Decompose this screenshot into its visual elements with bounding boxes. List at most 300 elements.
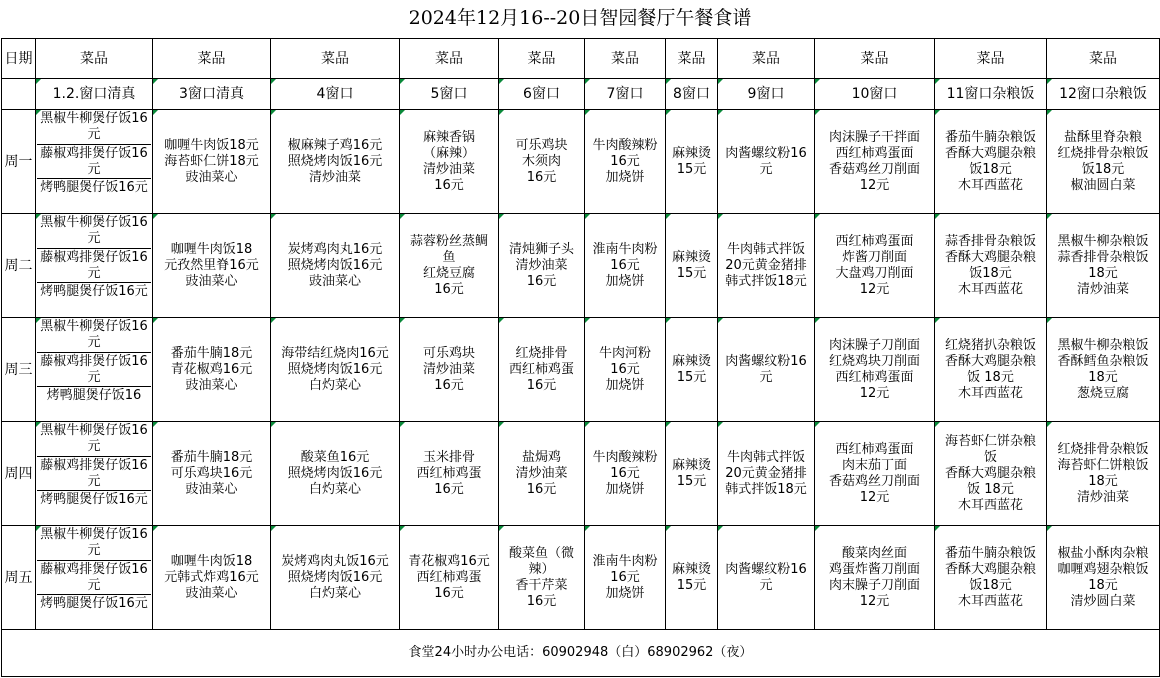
cell-marker-icon: [36, 526, 41, 531]
window-12-dishes: [36, 214, 153, 318]
dish-line: 18元: [1088, 473, 1118, 489]
dish-cell-w4: [271, 110, 400, 214]
dish-line: 饭18元: [1081, 161, 1125, 177]
dish-line: 木耳西蓝花: [957, 497, 1023, 513]
dish-line: 椒油圆白菜: [1070, 177, 1136, 193]
dish-line: 炭烤鸡肉丸16元: [287, 241, 383, 257]
dish-line: 18元: [1088, 265, 1118, 281]
cell-marker-icon: [666, 214, 671, 219]
window-header: 4窗口: [271, 79, 400, 110]
dish-cell-w4: [271, 422, 400, 526]
dish-cell-w7: [585, 422, 666, 526]
dish-cell-w11: [935, 422, 1047, 526]
dish-line: 椒麻辣子鸡16元: [287, 137, 383, 153]
dish-line: 12元: [859, 593, 890, 609]
date-header: 日期: [2, 39, 36, 79]
dish-line: 木须肉: [521, 153, 561, 169]
dish-line: 咖喱牛肉饭18: [170, 241, 253, 257]
claypot-dish: 藤椒鸡排煲仔饭16元: [37, 145, 151, 180]
cell-marker-icon: [1047, 110, 1052, 115]
cell-marker-icon: [499, 79, 504, 84]
dish-line: 白灼菜心: [308, 585, 361, 601]
dish-line: 16元: [610, 465, 640, 481]
cell-marker-icon: [815, 110, 820, 115]
claypot-dish: 黑椒牛柳煲仔饭16元: [37, 214, 151, 249]
dish-cell-w9: [718, 110, 815, 214]
dish-line: 牛肉酸辣粉: [592, 449, 658, 465]
cell-marker-icon: [271, 79, 276, 84]
dish-line: 咖喱牛肉饭18: [170, 553, 253, 569]
cell-marker-icon: [271, 110, 276, 115]
dish-cell-w8: [666, 422, 718, 526]
dish-line: 鱼: [442, 249, 456, 265]
dish-line: 12元: [859, 281, 890, 297]
dish-line: 清炒油菜: [308, 169, 361, 185]
claypot-dish: 藤椒鸡排煲仔饭16元: [37, 249, 151, 284]
dish-line: 肉酱螺纹粉16: [725, 145, 807, 161]
cell-marker-icon: [400, 110, 405, 115]
dish-line: 蒜蓉粉丝蒸鲷: [409, 233, 488, 249]
claypot-dish: 藤椒鸡排煲仔饭16元: [37, 457, 151, 492]
dish-line: 豉油菜心: [185, 169, 238, 185]
dish-cell-w5: [400, 318, 499, 422]
cell-marker-icon: [666, 110, 671, 115]
cell-marker-icon: [935, 214, 940, 219]
dish-line: 16元: [434, 377, 464, 393]
cell-marker-icon: [815, 79, 820, 84]
dish-line: 香酥鳕鱼杂粮饭: [1057, 353, 1149, 369]
dish-line: 木耳西蓝花: [957, 385, 1023, 401]
dish-line: 红烧猪扒杂粮饭: [944, 337, 1036, 353]
dish-line: 木耳西蓝花: [957, 593, 1023, 609]
dish-cell-w7: [585, 318, 666, 422]
cell-marker-icon: [666, 526, 671, 531]
window-header: 10窗口: [815, 79, 935, 110]
day-label: 周五: [2, 526, 36, 630]
dish-line: 肉末臊子刀削面: [828, 577, 920, 593]
dish-line: 照烧烤肉饭16元: [287, 361, 383, 377]
cell-marker-icon: [499, 214, 504, 219]
dish-line: 照烧烤肉饭16元: [287, 257, 383, 273]
dish-header: 菜品: [935, 39, 1047, 79]
cell-marker-icon: [499, 318, 504, 323]
dish-line: 酸菜鱼（微: [508, 545, 574, 561]
cell-marker-icon: [499, 526, 504, 531]
footer-row: [2, 630, 1160, 677]
day-label: 周二: [2, 214, 36, 318]
dish-line: 青花椒鸡16元: [408, 553, 490, 569]
dish-line: 16元: [434, 585, 464, 601]
dish-line: 海苔虾仁饼18元: [164, 153, 259, 169]
cell-marker-icon: [499, 422, 504, 427]
dish-line: 淮南牛肉粉: [592, 241, 658, 257]
claypot-dish: 烤鸭腿煲仔饭16元: [40, 492, 148, 508]
dish-line: 黑椒牛柳杂粮饭: [1057, 337, 1149, 353]
dish-line: 20元黄金猪排: [725, 257, 807, 273]
dish-line: 豉油菜心: [308, 273, 361, 289]
dish-line: 加烧饼: [605, 377, 645, 393]
day-row: [2, 526, 1160, 630]
dish-line: 加烧饼: [605, 273, 645, 289]
window-header: 12窗口杂粮饭: [1047, 79, 1160, 110]
window-header: 11窗口杂粮饭: [935, 79, 1047, 110]
dish-header: 菜品: [499, 39, 585, 79]
dish-line: 肉沫臊子刀削面: [828, 337, 920, 353]
window-12-dishes: [36, 110, 153, 214]
dish-line: 饭18元: [969, 577, 1012, 593]
dish-line: 16元: [610, 569, 640, 585]
window-header: 3窗口清真: [153, 79, 271, 110]
dish-line: 12元: [859, 177, 890, 193]
dish-cell-w7: [585, 526, 666, 630]
claypot-dish: 烤鸭腿煲仔饭16元: [40, 180, 148, 196]
cell-marker-icon: [36, 110, 41, 115]
cell-marker-icon: [935, 318, 940, 323]
dish-line: 元: [759, 577, 773, 593]
dish-cell-w3: [153, 526, 271, 630]
cell-marker-icon: [153, 318, 158, 323]
office-phone: 食堂24小时办公电话：60902948（白）68902962（夜）: [2, 630, 1160, 677]
dish-cell-w7: [585, 214, 666, 318]
window-12-dishes: [36, 422, 153, 526]
dish-line: 清炒油菜: [1076, 489, 1129, 505]
dish-line: 饭 18元: [967, 481, 1014, 497]
cell-marker-icon: [400, 214, 405, 219]
dish-line: 18元: [1088, 369, 1118, 385]
dish-line: 西红柿鸡蛋面: [835, 369, 914, 385]
dish-line: 清炒油菜: [422, 361, 475, 377]
page-title: 2024年12月16--20日智园餐厅午餐食谱: [408, 7, 752, 29]
dish-line: 香酥大鸡腿杂粮: [944, 145, 1036, 161]
dish-line: （麻辣）: [422, 145, 475, 161]
dish-line: 麻辣烫: [671, 249, 711, 265]
cell-marker-icon: [935, 422, 940, 427]
dish-cell-w9: [718, 214, 815, 318]
claypot-dish: 藤椒鸡排煲仔饭16元: [37, 353, 151, 388]
dish-line: 红烧排骨杂粮饭: [1057, 145, 1149, 161]
dish-line: 加烧饼: [605, 169, 645, 185]
window-header: 5窗口: [400, 79, 499, 110]
dish-header: 菜品: [36, 39, 153, 79]
dish-line: 可乐鸡块: [515, 137, 568, 153]
dish-cell-w9: [718, 318, 815, 422]
dish-line: 肉酱螺纹粉16: [725, 561, 807, 577]
dish-line: 可乐鸡块: [422, 345, 475, 361]
dish-line: 元韩式炸鸡16元: [164, 569, 259, 585]
dish-line: 豉油菜心: [185, 585, 238, 601]
dish-line: 15元: [676, 161, 707, 177]
dish-cell-w10: [815, 422, 935, 526]
dish-line: 清炒油菜: [422, 161, 475, 177]
cell-marker-icon: [815, 318, 820, 323]
day-row: [2, 214, 1160, 318]
cell-marker-icon: [585, 110, 590, 115]
dish-line: 木耳西蓝花: [957, 177, 1023, 193]
cell-marker-icon: [666, 318, 671, 323]
dish-line: 饭 18元: [967, 369, 1014, 385]
dish-cell-w5: [400, 526, 499, 630]
cell-marker-icon: [1047, 422, 1052, 427]
dish-line: 番茄牛腩18元: [170, 345, 253, 361]
dish-line: 酸菜鱼16元: [300, 449, 370, 465]
cell-marker-icon: [815, 422, 820, 427]
cell-marker-icon: [271, 318, 276, 323]
dish-cell-w3: [153, 318, 271, 422]
dish-line: 饭18元: [969, 161, 1012, 177]
dish-line: 牛肉河粉: [598, 345, 651, 361]
dish-line: 海苔虾仁饼粮饭: [1057, 457, 1149, 473]
dish-cell-w6: [499, 526, 585, 630]
claypot-dish: 黑椒牛柳煲仔饭16元: [37, 110, 151, 145]
dish-line: 16元: [526, 377, 557, 393]
window-header: 8窗口: [666, 79, 718, 110]
dish-cell-w8: [666, 318, 718, 422]
dish-cell-w12b: [1047, 422, 1160, 526]
date-header-blank: [2, 79, 36, 110]
dish-line: 黑椒牛柳杂粮饭: [1057, 233, 1149, 249]
dish-cell-w11: [935, 214, 1047, 318]
dish-line: 香酥大鸡腿杂粮: [944, 561, 1036, 577]
dish-cell-w10: [815, 526, 935, 630]
cell-marker-icon: [153, 214, 158, 219]
menu-table: [1, 38, 1160, 677]
dish-line: 15元: [676, 577, 707, 593]
cell-marker-icon: [499, 110, 504, 115]
dish-line: 15元: [676, 473, 707, 489]
dish-line: 麻辣烫: [671, 457, 711, 473]
dish-line: 16元: [434, 281, 464, 297]
dish-cell-w4: [271, 318, 400, 422]
dish-header: 菜品: [815, 39, 935, 79]
cell-marker-icon: [271, 526, 276, 531]
window-header: 9窗口: [718, 79, 815, 110]
cell-marker-icon: [585, 214, 590, 219]
cell-marker-icon: [666, 422, 671, 427]
dish-line: 豉油菜心: [185, 273, 238, 289]
claypot-dish: 藤椒鸡排煲仔饭16元: [37, 561, 151, 596]
claypot-dish: 黑椒牛柳煲仔饭16元: [37, 422, 151, 457]
dish-cell-w12b: [1047, 526, 1160, 630]
dish-cell-w12b: [1047, 110, 1160, 214]
dish-cell-w8: [666, 526, 718, 630]
dish-line: 盐酥里脊杂粮: [1063, 129, 1142, 145]
cell-marker-icon: [815, 214, 820, 219]
cell-marker-icon: [400, 526, 405, 531]
dish-line: 麻辣烫: [671, 561, 711, 577]
dish-line: 牛肉韩式拌饭: [726, 241, 805, 257]
cell-marker-icon: [718, 526, 723, 531]
dish-line: 加烧饼: [605, 585, 645, 601]
day-row: [2, 422, 1160, 526]
dish-line: 蒜香排骨杂粮饭: [944, 233, 1036, 249]
dish-line: 肉酱螺纹粉16: [725, 353, 807, 369]
day-row: [2, 110, 1160, 214]
dish-line: 海带结红烧肉16元: [281, 345, 389, 361]
cell-marker-icon: [36, 422, 41, 427]
cell-marker-icon: [585, 79, 590, 84]
cell-marker-icon: [718, 214, 723, 219]
dish-line: 大盘鸡刀削面: [835, 265, 914, 281]
cell-marker-icon: [935, 110, 940, 115]
dish-cell-w8: [666, 110, 718, 214]
dish-line: 清炒油菜: [515, 465, 568, 481]
dish-line: 番茄牛腩杂粮饭: [944, 545, 1036, 561]
dish-line: 元: [759, 161, 773, 177]
dish-line: 16元: [526, 169, 557, 185]
dish-line: 照烧烤肉饭16元: [287, 569, 383, 585]
cell-marker-icon: [718, 318, 723, 323]
window-header: 7窗口: [585, 79, 666, 110]
claypot-dish: 烤鸭腿煲仔饭16元: [40, 284, 148, 300]
dish-line: 麻辣烫: [671, 145, 711, 161]
dish-line: 红烧鸡块刀削面: [828, 353, 920, 369]
day-label: 周一: [2, 110, 36, 214]
dish-line: 清炒油菜: [515, 257, 568, 273]
cell-marker-icon: [271, 214, 276, 219]
dish-line: 韩式拌饭18元: [725, 273, 807, 289]
dish-line: 清炒圆白菜: [1070, 593, 1136, 609]
dish-line: 照烧烤肉饭16元: [287, 153, 383, 169]
header-row-dish: [2, 39, 1160, 79]
dish-cell-w6: [499, 422, 585, 526]
dish-line: 18元: [1088, 577, 1118, 593]
dish-line: 16元: [434, 481, 464, 497]
dish-line: 西红柿鸡蛋面: [835, 441, 914, 457]
dish-cell-w8: [666, 214, 718, 318]
dish-cell-w4: [271, 526, 400, 630]
dish-line: 红烧排骨杂粮饭: [1057, 441, 1149, 457]
dish-line: 木耳西蓝花: [957, 281, 1023, 297]
dish-line: 麻辣香锅: [422, 129, 475, 145]
dish-header: 菜品: [1047, 39, 1160, 79]
dish-line: 牛肉韩式拌饭: [726, 449, 805, 465]
dish-line: 青花椒鸡16元: [170, 361, 253, 377]
dish-cell-w9: [718, 422, 815, 526]
cell-marker-icon: [36, 79, 41, 84]
dish-line: 饭: [983, 449, 997, 465]
dish-cell-w7: [585, 110, 666, 214]
cell-marker-icon: [1047, 526, 1052, 531]
window-12-dishes: [36, 318, 153, 422]
dish-line: 西红柿鸡蛋: [416, 569, 482, 585]
cell-marker-icon: [271, 422, 276, 427]
window-12-dishes: [36, 526, 153, 630]
dish-line: 淮南牛肉粉: [592, 553, 658, 569]
dish-cell-w10: [815, 214, 935, 318]
dish-cell-w12b: [1047, 214, 1160, 318]
cell-marker-icon: [585, 526, 590, 531]
dish-line: 香酥大鸡腿杂粮: [944, 249, 1036, 265]
dish-line: 牛肉酸辣粉: [592, 137, 658, 153]
dish-line: 香菇鸡丝刀削面: [828, 161, 920, 177]
dish-line: 西红柿鸡蛋: [416, 465, 482, 481]
cell-marker-icon: [585, 318, 590, 323]
dish-line: 元孜然里脊16元: [164, 257, 259, 273]
dish-line: 炸酱刀削面: [841, 249, 907, 265]
dish-cell-w5: [400, 110, 499, 214]
dish-line: 红烧排骨: [515, 345, 568, 361]
cell-marker-icon: [718, 422, 723, 427]
dish-line: 照烧烤肉饭16元: [287, 465, 383, 481]
dish-line: 香酥大鸡腿杂粮: [944, 353, 1036, 369]
dish-cell-w11: [935, 110, 1047, 214]
cell-marker-icon: [718, 110, 723, 115]
header-row-window: [2, 79, 1160, 110]
dish-cell-w12b: [1047, 318, 1160, 422]
dish-line: 葱烧豆腐: [1076, 385, 1129, 401]
cell-marker-icon: [400, 79, 405, 84]
dish-line: 炭烤鸡肉丸饭16元: [281, 553, 389, 569]
cell-marker-icon: [1047, 214, 1052, 219]
dish-line: 元: [759, 369, 773, 385]
dish-header: 菜品: [718, 39, 815, 79]
cell-marker-icon: [815, 526, 820, 531]
cell-marker-icon: [666, 79, 671, 84]
dish-cell-w6: [499, 214, 585, 318]
dish-line: 麻辣烫: [671, 353, 711, 369]
dish-line: 16元: [610, 257, 640, 273]
claypot-dish: 黑椒牛柳煲仔饭16元: [37, 318, 151, 353]
dish-line: 16元: [434, 177, 464, 193]
cell-marker-icon: [153, 110, 158, 115]
window-header: 1.2.窗口清真: [36, 79, 153, 110]
dish-line: 16元: [526, 593, 557, 609]
cell-marker-icon: [935, 79, 940, 84]
dish-cell-w3: [153, 214, 271, 318]
claypot-dish: 黑椒牛柳煲仔饭16元: [37, 526, 151, 561]
dish-line: 盐焗鸡: [521, 449, 561, 465]
dish-line: 加烧饼: [605, 481, 645, 497]
day-row: [2, 318, 1160, 422]
dish-line: 15元: [676, 369, 707, 385]
dish-header: 菜品: [153, 39, 271, 79]
cell-marker-icon: [585, 422, 590, 427]
cell-marker-icon: [1047, 79, 1052, 84]
dish-cell-w11: [935, 526, 1047, 630]
cell-marker-icon: [400, 422, 405, 427]
dish-line: 咖喱牛肉饭18元: [164, 137, 259, 153]
dish-line: 番茄牛腩杂粮饭: [944, 129, 1036, 145]
dish-header: 菜品: [666, 39, 718, 79]
dish-line: 海苔虾仁饼杂粮: [944, 433, 1036, 449]
cell-marker-icon: [153, 422, 158, 427]
dish-line: 20元黄金猪排: [725, 465, 807, 481]
dish-cell-w3: [153, 422, 271, 526]
dish-line: 豉油菜心: [185, 481, 238, 497]
dish-line: 玉米排骨: [422, 449, 475, 465]
cell-marker-icon: [153, 79, 158, 84]
dish-cell-w10: [815, 110, 935, 214]
cell-marker-icon: [36, 214, 41, 219]
dish-line: 酸菜肉丝面: [841, 545, 907, 561]
dish-line: 韩式拌饭18元: [725, 481, 807, 497]
dish-header: 菜品: [585, 39, 666, 79]
dish-line: 椒盐小酥肉杂粮: [1057, 545, 1149, 561]
dish-line: 肉末茄丁面: [841, 457, 907, 473]
dish-cell-w11: [935, 318, 1047, 422]
dish-line: 饭18元: [969, 265, 1012, 281]
day-label: 周四: [2, 422, 36, 526]
dish-line: 肉沫臊子干拌面: [828, 129, 920, 145]
dish-line: 咖喱鸡翅杂粮饭: [1057, 561, 1149, 577]
dish-cell-w4: [271, 214, 400, 318]
dish-cell-w6: [499, 318, 585, 422]
dish-line: 西红柿鸡蛋面: [835, 233, 914, 249]
cell-marker-icon: [153, 526, 158, 531]
dish-line: 蒜香排骨杂粮饭: [1057, 249, 1149, 265]
dish-line: 番茄牛腩18元: [170, 449, 253, 465]
dish-line: 16元: [610, 361, 640, 377]
